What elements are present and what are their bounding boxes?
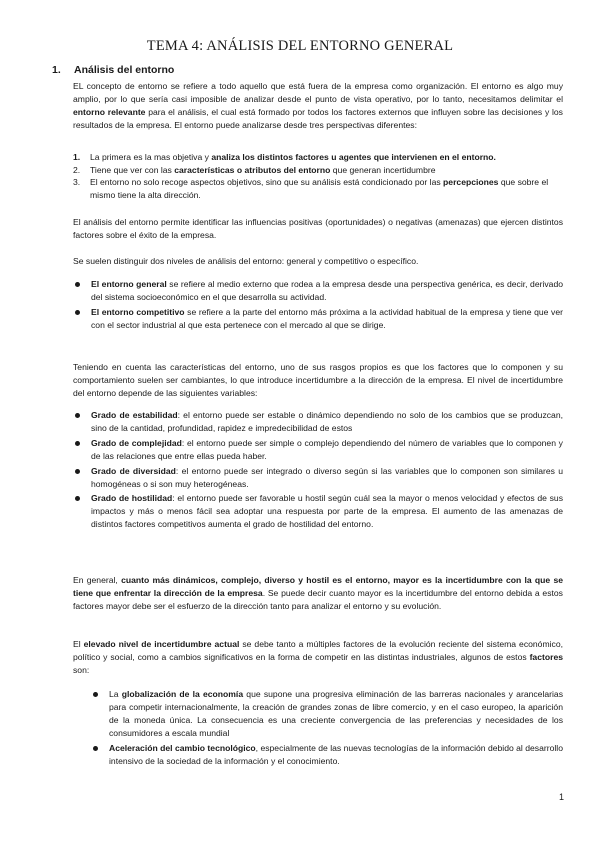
- list-item: Grado de complejidad: el entorno puede ser simple o complejo dependiendo del número de variables que lo componen y de las relaciones que entre ellas pueda haber.: [73, 437, 563, 463]
- list-item: El entorno general se refiere al medio externo que rodea a la empresa desde una perspectiva genérica, es decir, derivado del sistema socioeconómico en el que desarrolla su actividad.: [73, 278, 563, 304]
- analysis-paragraph: El análisis del entorno permite identificar las influencias positivas (oportunidades) o negativas (amenazas) que ejercen distintos factores sobre el éxito de la empresa.: [73, 217, 563, 240]
- section-number: 1.: [52, 64, 61, 76]
- list-item: Grado de diversidad: el entorno puede ser integrado o diverso según si las variables que lo componen son similares u homogéneas o si son muy heterogéneas.: [73, 465, 563, 491]
- list-item: La globalización de la economía que supone una progresiva eliminación de las barreras nacionales y arancelarias para competir internacionalmente, la creación de grandes zonas de libre comercio, y en el caso europeo, la aparición de la moneda única. La consecuencia es una creciente convergencia de las preferencias y necesidades de los consumidores a escala mundial: [91, 688, 563, 740]
- bullet-icon: [75, 310, 80, 315]
- page-number: 1: [558, 792, 564, 802]
- section-heading-text: Análisis del entorno: [74, 64, 175, 76]
- list-item: 1. La primera es la mas objetiva y analiza los distintos factores u agentes que intervienen en el entorno.: [73, 152, 496, 162]
- list-item: 3. El entorno no solo recoge aspectos objetivos, sino que su análisis está condicionado por las percepciones que sobre el mismo tiene la alta dirección.: [73, 177, 549, 200]
- bullet-icon: [93, 692, 98, 697]
- levels-paragraph: Se suelen distinguir dos niveles de análisis del entorno: general y competitivo o específico.: [73, 256, 419, 266]
- elevated-paragraph: El elevado nivel de incertidumbre actual se debe tanto a múltiples factores de la evolución reciente del sistema económico, político y social, como a cambios significativos en la forma de competir en las distintas industriales, algunos de estos factores son:: [73, 639, 563, 675]
- bullet-icon: [75, 282, 80, 287]
- section-heading: [52, 64, 174, 76]
- document-title: TEMA 4: ANÁLISIS DEL ENTORNO GENERAL: [146, 38, 454, 54]
- bullet-icon: [75, 469, 80, 474]
- general-paragraph: En general, cuanto más dinámicos, complejo, diverso y hostil es el entorno, mayor es la incertidumbre con la que se tiene que enfrentar la dirección de la empresa. Se puede decir cuanto mayor es la incertidumbre del entorno debida a estos factores mayor debe ser el esfuerzo de la dirección tanto para analizar el entorno y su evolución.: [73, 575, 563, 611]
- bullet-icon: [75, 413, 80, 418]
- intro-paragraph: EL concepto de entorno se refiere a todo aquello que está fuera de la empresa como organización. El entorno es algo muy amplio, por lo que sería casi imposible de analizar desde el punto de vista operativo, por lo tanto, necesitamos delimitar el entorno relevante para el análisis, el cual está formado por todos los factores externos que influyen sobre las decisiones y los resultados de la empresa. El entorno puede analizarse desde tres perspectivas diferentes:: [73, 81, 563, 130]
- perspectives-list: [73, 151, 563, 201]
- levels-list: [73, 278, 563, 334]
- factors-list: [91, 688, 563, 769]
- characteristics-paragraph: Teniendo en cuenta las características del entorno, uno de sus rasgos propios es que los factores que lo componen y su comportamiento suelen ser cambiantes, lo que introduce incertidumbre a la dirección de la empresa. El nivel de incertidumbre del entorno depende de las siguientes variables:: [73, 362, 563, 398]
- bullet-icon: [75, 496, 80, 501]
- list-item: 2. Tiene que ver con las características o atributos del entorno que generan incertidumbre: [73, 164, 436, 175]
- list-item: Aceleración del cambio tecnológico, especialmente de las nuevas tecnologías de la información debido al desarrollo intensivo de la sociedad de la información y el conocimiento.: [91, 742, 563, 768]
- list-item: Grado de estabilidad: el entorno puede ser estable o dinámico dependiendo no solo de los cambios que se produzcan, sino de la cantidad, profundidad, rapidez e impredecibilidad de estos: [73, 409, 563, 435]
- bullet-icon: [75, 441, 80, 446]
- degrees-list: [73, 409, 563, 533]
- bullet-icon: [93, 746, 98, 751]
- list-item: El entorno competitivo se refiere a la parte del entorno más próxima a la actividad habitual de la empresa y tiene que ver con el sector industrial al que esta pertenece con el mercado al que se dirige.: [73, 306, 563, 332]
- list-item: Grado de hostilidad: el entorno puede ser favorable u hostil según cuál sea la mayor o menos velocidad y efectos de sus impactos y más o menos fácil sea adoptar una respuesta por parte de la empresa. El aumento de las amenazas de distintos factores competitivos aumenta el grado de hostilidad del entorno.: [73, 492, 563, 531]
